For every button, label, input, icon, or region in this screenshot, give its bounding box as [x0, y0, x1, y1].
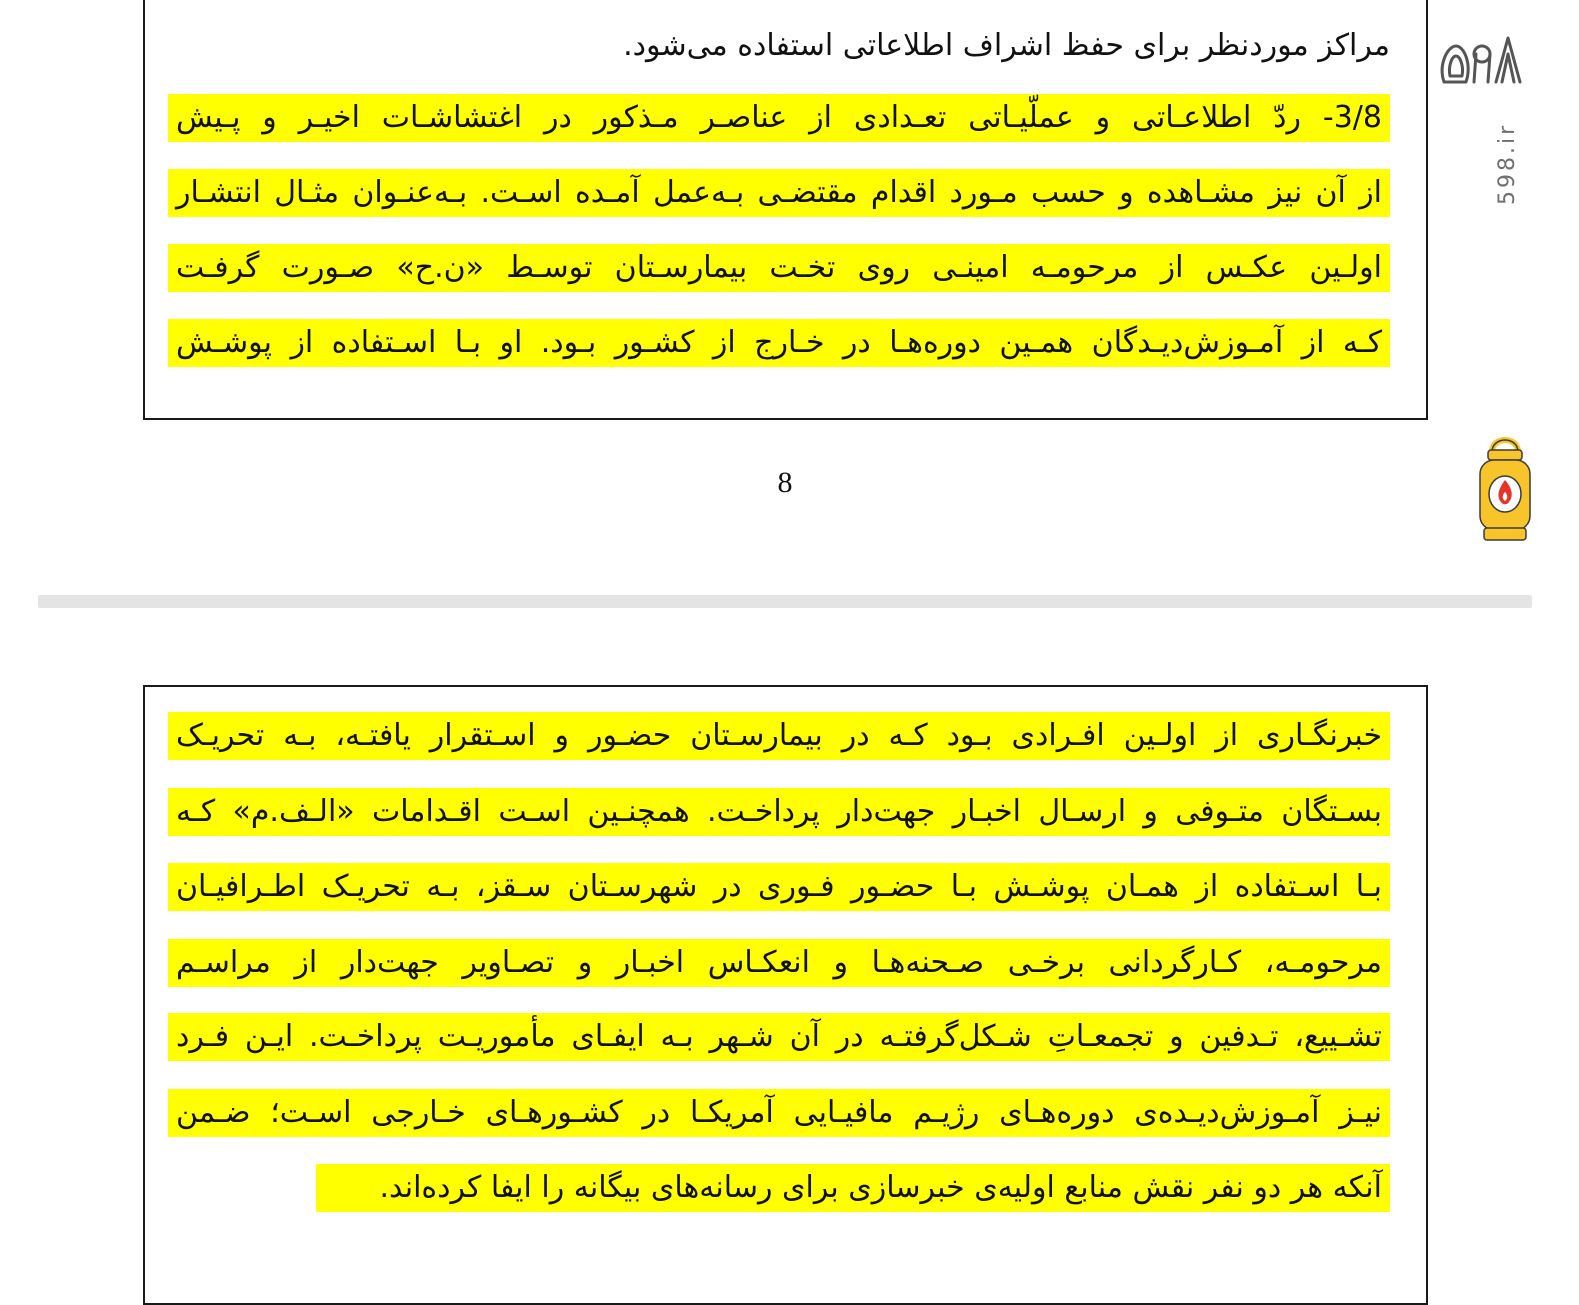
highlighted-line: اولـین عکـس از مرحومـه امینـی روی تخـت بیمارسـتان توسـط «ن.ح» صـورت گرفـت: [168, 244, 1390, 292]
highlighted-line: نیـز آمـوزش‌دیـده‌ی دوره‌هـای رژیـم مافیـایی آمریکـا در کشـورهـای خـارجی اسـت؛ ضـمن: [168, 1089, 1390, 1137]
site-url-label: 598.ir: [1495, 122, 1520, 205]
highlighted-line: بـا اسـتفاده از همـان پوشـش بـا حضـور فـوری در شهرسـتان سـقز، بـه تحریـک اطـرافیـان: [168, 863, 1390, 911]
highlighted-line: 3/8- ردّ اطلاعـاتی و عملّیـاتی تعـدادی از عناصـر مـذکور در اغتشاشـات اخیـر و پـیش: [168, 94, 1390, 142]
highlighted-line-last: آنکه هر دو نفر نقش منابع اولیه‌ی خبرسازی برای رسانه‌های بیگانه را ایفا کرده‌اند.: [316, 1164, 1390, 1212]
lantern-icon: [1474, 432, 1536, 544]
site-logo-text: [1482, 91, 1483, 92]
document-page-bottom: [143, 685, 1428, 1305]
highlighted-line: مرحومـه، کـارگردانی برخـی صـحنه‌هـا و انعکـاس اخبـار و تصـاویر جهت‌دار از مراسـم: [168, 939, 1390, 987]
site-logo-598: [1436, 24, 1528, 94]
page-number: 8: [777, 466, 793, 499]
page-separator: [38, 595, 1532, 608]
page-top-lead-line: مراکز موردنظر برای حفظ اشراف اطلاعاتی استفاده می‌شود.: [623, 28, 1390, 63]
highlighted-line: بسـتگان متـوفی و ارسـال اخبـار جهت‌دار پرداخـت. همچنـین اسـت اقـدامات «الـف.م» کـه: [168, 788, 1390, 836]
highlighted-line: از آن نیز مشـاهده و حسب مـورد اقدام مقتضـی بـه‌عمل آمـده اسـت. بـه‌عنـوان مثـال انتشـار: [168, 169, 1390, 217]
highlighted-line: خبرنگـاری از اولـین افـرادی بـود کـه در بیمارسـتان حضـور و اسـتقرار یافتـه، بـه تحریـک: [168, 712, 1390, 760]
highlighted-line: تشـییع، تـدفین و تجمعـاتِ شـکل‌گرفتـه در آن شـهر بـه ایفـای مأموریـت پرداخـت. ایـن فـرد: [168, 1013, 1390, 1061]
highlighted-line: کـه از آمـوزش‌دیـدگان همـین دوره‌هـا در خـارج از کشـور بـود. او بـا اسـتفاده از پوشـش: [168, 319, 1390, 367]
